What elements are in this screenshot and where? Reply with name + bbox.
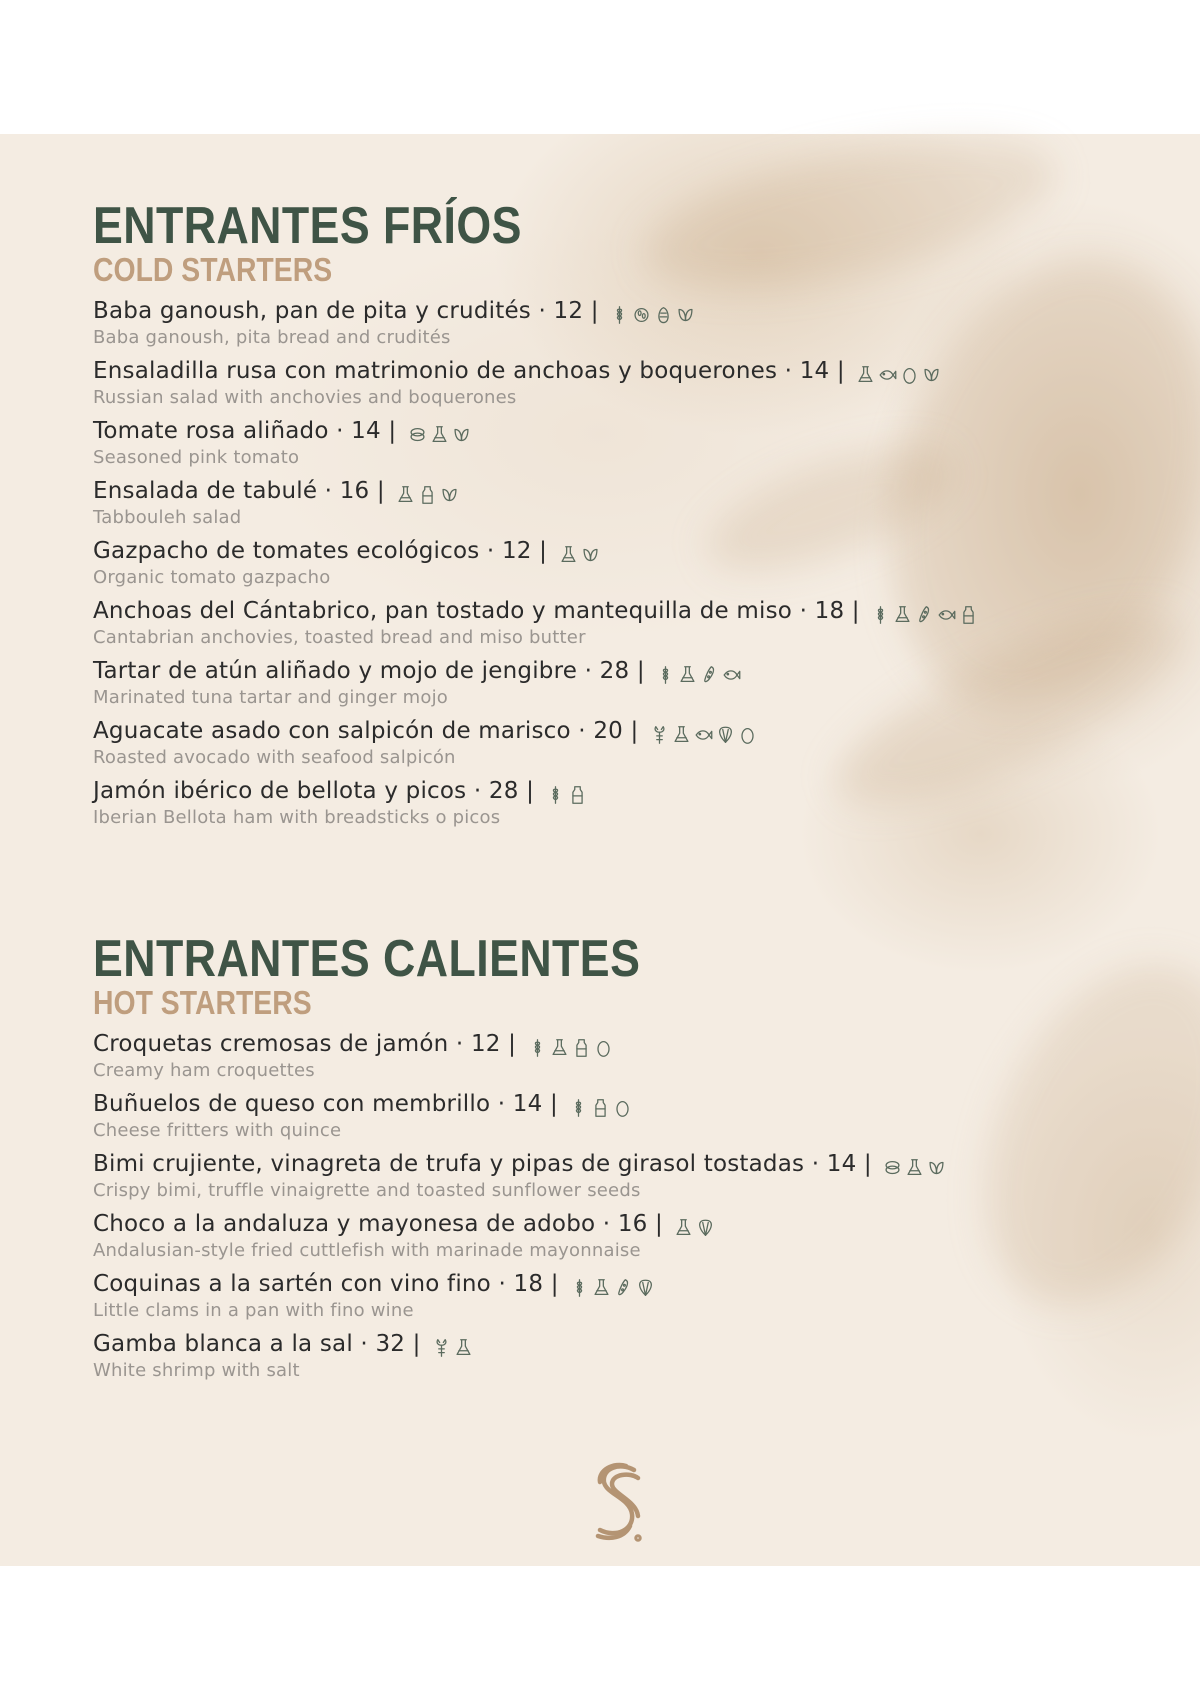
egg-icon: [594, 1037, 613, 1059]
menu-item-name: Ensaladilla rusa con matrimonio de anchoas y boquerones: [93, 358, 778, 384]
mollusc-icon: [696, 1217, 715, 1239]
soy-icon: [700, 664, 719, 686]
gluten-icon: [569, 1097, 588, 1119]
allergen-divider: |: [829, 358, 853, 384]
fish-icon: [694, 724, 713, 746]
menu-item-price: 12: [470, 1031, 501, 1057]
sulphites-icon: [559, 544, 578, 566]
menu-item-translation: Creamy ham croquettes: [93, 1060, 315, 1081]
allergen-divider: |: [583, 298, 607, 324]
vegan-icon: [676, 304, 695, 326]
cold-starters-section: [93, 197, 1143, 836]
menu-item-translation: Organic tomato gazpacho: [93, 567, 331, 588]
menu-item-price: 18: [513, 1271, 544, 1297]
menu-item: [93, 536, 1143, 596]
sulphites-icon: [672, 724, 691, 746]
allergen-icons: [546, 779, 590, 809]
menu-item: [93, 1209, 1143, 1269]
mustard-icon: [883, 1157, 902, 1179]
gluten-icon: [546, 784, 565, 806]
price-separator: ·: [570, 718, 594, 744]
allergen-divider: |: [856, 1151, 880, 1177]
gluten-icon: [656, 664, 675, 686]
allergen-divider: |: [647, 1211, 671, 1237]
cold-starters-title: ENTRANTES FRÍOS: [93, 197, 522, 255]
allergen-icons: [559, 539, 603, 569]
allergen-divider: |: [405, 1331, 429, 1357]
menu-item-translation: Little clams in a pan with fino wine: [93, 1300, 414, 1321]
menu-item-name: Gamba blanca a la sal: [93, 1331, 353, 1357]
menu-item-price: 12: [553, 298, 584, 324]
vegan-icon: [581, 544, 600, 566]
sulphites-icon: [454, 1337, 473, 1359]
allergen-icons: [856, 359, 944, 389]
menu-item-name: Coquinas a la sartén con vino fino: [93, 1271, 491, 1297]
allergen-icons: [396, 479, 462, 509]
price-separator: ·: [595, 1211, 618, 1237]
price-separator: ·: [448, 1031, 471, 1057]
hot-starters-section: [93, 930, 1143, 1389]
cold-starters-list: [93, 296, 1143, 836]
allergen-icons: [883, 1152, 949, 1182]
menu-item-name: Bimi crujiente, vinagreta de trufa y pipas de girasol tostadas: [93, 1151, 805, 1177]
menu-item-translation: Marinated tuna tartar and ginger mojo: [93, 687, 449, 708]
menu-item: [93, 1329, 1143, 1389]
menu-item: [93, 656, 1143, 716]
milk-icon: [572, 1037, 591, 1059]
price-separator: ·: [490, 1091, 513, 1117]
allergen-icons: [408, 419, 474, 449]
allergen-icons: [570, 1272, 658, 1302]
s-monogram-logo-icon: [590, 1460, 646, 1544]
price-separator: ·: [479, 538, 502, 564]
nuts-icon: [654, 304, 673, 326]
menu-item-price: 18: [814, 598, 845, 624]
allergen-icons: [528, 1032, 616, 1062]
price-separator: ·: [352, 1331, 376, 1357]
menu-item-price: 16: [339, 478, 370, 504]
allergen-divider: |: [500, 1031, 524, 1057]
hot-starters-subtitle: HOT STARTERS: [93, 984, 312, 1021]
menu-item: [93, 596, 1143, 656]
allergen-icons: [650, 719, 760, 749]
allergen-divider: |: [629, 658, 653, 684]
menu-item: [93, 356, 1143, 416]
sulphites-icon: [550, 1037, 569, 1059]
hot-starters-list: [93, 1029, 1143, 1389]
sulphites-icon: [592, 1277, 611, 1299]
egg-icon: [900, 364, 919, 386]
sulphites-icon: [396, 484, 415, 506]
menu-item-name: Jamón ibérico de bellota y picos: [93, 778, 467, 804]
menu-item-price: 32: [375, 1331, 406, 1357]
price-separator: ·: [792, 598, 815, 624]
hot-starters-title: ENTRANTES CALIENTES: [93, 930, 641, 988]
price-separator: ·: [804, 1151, 827, 1177]
menu-item: [93, 1149, 1143, 1209]
sulphites-icon: [430, 424, 449, 446]
menu-item-translation: Iberian Bellota ham with breadsticks o picos: [93, 807, 501, 828]
vegan-icon: [922, 364, 941, 386]
menu-item: [93, 1029, 1143, 1089]
menu-item-price: 14: [826, 1151, 857, 1177]
menu-item-name: Baba ganoush, pan de pita y crudités: [93, 298, 531, 324]
egg-icon: [613, 1097, 632, 1119]
allergen-icons: [610, 299, 698, 329]
menu-item: [93, 296, 1143, 356]
sulphites-icon: [893, 604, 912, 626]
menu-item: [93, 476, 1143, 536]
crustacean-icon: [432, 1337, 451, 1359]
fish-icon: [937, 604, 956, 626]
cold-starters-subtitle: COLD STARTERS: [93, 251, 333, 288]
menu-item-price: 28: [488, 778, 519, 804]
price-separator: ·: [490, 1271, 514, 1297]
crustacean-icon: [650, 724, 669, 746]
vegan-icon: [440, 484, 459, 506]
menu-item-name: Tomate rosa aliñado: [93, 418, 329, 444]
gluten-icon: [528, 1037, 547, 1059]
menu-item-name: Ensalada de tabulé: [93, 478, 318, 504]
menu-item-price: 14: [799, 358, 830, 384]
allergen-divider: |: [542, 1091, 566, 1117]
menu-item-name: Anchoas del Cántabrico, pan tostado y mantequilla de miso: [93, 598, 793, 624]
sulphites-icon: [856, 364, 875, 386]
gluten-icon: [570, 1277, 589, 1299]
mollusc-icon: [636, 1277, 655, 1299]
sesame-icon: [632, 304, 651, 326]
menu-item-translation: Seasoned pink tomato: [93, 447, 300, 468]
milk-icon: [959, 604, 978, 626]
allergen-icons: [871, 599, 981, 629]
price-separator: ·: [317, 478, 340, 504]
gluten-icon: [610, 304, 629, 326]
allergen-divider: |: [369, 478, 393, 504]
price-separator: ·: [530, 298, 554, 324]
menu-item-translation: Russian salad with anchovies and boquerones: [93, 387, 517, 408]
price-separator: ·: [777, 358, 800, 384]
fish-icon: [722, 664, 741, 686]
menu-item: [93, 416, 1143, 476]
allergen-icons: [656, 659, 744, 689]
menu-item-price: 16: [617, 1211, 648, 1237]
menu-item-name: Buñuelos de queso con membrillo: [93, 1091, 491, 1117]
menu-item-translation: Cheese fritters with quince: [93, 1120, 342, 1141]
menu-item-price: 12: [501, 538, 532, 564]
sulphites-icon: [905, 1157, 924, 1179]
menu-item-translation: Baba ganoush, pita bread and crudités: [93, 327, 451, 348]
price-separator: ·: [577, 658, 600, 684]
soy-icon: [915, 604, 934, 626]
vegan-icon: [452, 424, 471, 446]
menu-item-name: Choco a la andaluza y mayonesa de adobo: [93, 1211, 596, 1237]
menu-item-price: 14: [512, 1091, 543, 1117]
menu-item-translation: Andalusian-style fried cuttlefish with marinade mayonnaise: [93, 1240, 641, 1261]
gluten-icon: [871, 604, 890, 626]
fish-icon: [878, 364, 897, 386]
menu-item-price: 14: [351, 418, 381, 444]
allergen-icons: [569, 1092, 635, 1122]
egg-icon: [738, 724, 757, 746]
menu-item: [93, 1269, 1143, 1329]
mustard-icon: [408, 424, 427, 446]
menu-item-translation: Tabbouleh salad: [93, 507, 242, 528]
sulphites-icon: [678, 664, 697, 686]
milk-icon: [568, 784, 587, 806]
menu-item-name: Tartar de atún aliñado y mojo de jengibre: [93, 658, 578, 684]
sulphites-icon: [674, 1217, 693, 1239]
menu-item: [93, 776, 1143, 836]
menu-item: [93, 1089, 1143, 1149]
mollusc-icon: [716, 724, 735, 746]
milk-icon: [418, 484, 437, 506]
menu-item-name: Croquetas cremosas de jamón: [93, 1031, 449, 1057]
allergen-divider: |: [844, 598, 868, 624]
allergen-divider: |: [622, 718, 646, 744]
menu-item-price: 20: [593, 718, 623, 744]
price-separator: ·: [466, 778, 489, 804]
vegan-icon: [927, 1157, 946, 1179]
milk-icon: [591, 1097, 610, 1119]
menu-item-price: 28: [599, 658, 630, 684]
price-separator: ·: [328, 418, 352, 444]
allergen-divider: |: [518, 778, 542, 804]
allergen-divider: |: [380, 418, 404, 444]
allergen-divider: |: [531, 538, 555, 564]
menu-item-translation: Roasted avocado with seafood salpicón: [93, 747, 456, 768]
soy-icon: [614, 1277, 633, 1299]
menu-item-name: Aguacate asado con salpicón de marisco: [93, 718, 571, 744]
allergen-icons: [674, 1212, 718, 1242]
menu-item: [93, 716, 1143, 776]
allergen-icons: [432, 1332, 476, 1362]
menu-item-translation: Crispy bimi, truffle vinaigrette and toasted sunflower seeds: [93, 1180, 641, 1201]
menu-item-translation: White shrimp with salt: [93, 1360, 300, 1381]
menu-item-name: Gazpacho de tomates ecológicos: [93, 538, 480, 564]
menu-item-translation: Cantabrian anchovies, toasted bread and miso butter: [93, 627, 586, 648]
allergen-divider: |: [543, 1271, 567, 1297]
